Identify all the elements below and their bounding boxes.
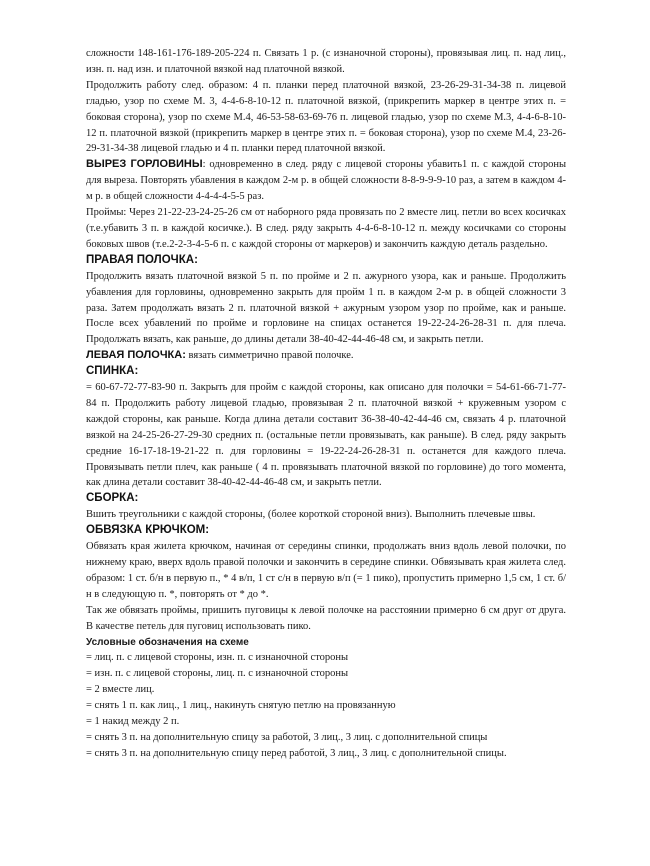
heading-neckline: ВЫРЕЗ ГОРЛОВИНЫ: [86, 158, 203, 171]
paragraph-armholes: Проймы: Через 21-22-23-24-25-26 см от наборного ряда провязать по 2 вместе лиц. петли во всех косичках (т.е.убавить 3 п. в каждой косичке.). В след. ряду закрыть 4-4-6-8-10-12 п. между косичками со стороны боковых швов (т.е.2-2-3-4-5-6 п. с каждой стороны от маркеров) и закончить каждую деталь раздельно.: [86, 207, 566, 250]
paragraph-back: = 60-67-72-77-83-90 п. Закрыть для пройм с каждой стороны, как описано для полочки = 54-61-66-71-77-84 п. Продолжить работу лицевой гладью, провязывая 2 п. платочной вязкой + кружевным узором с каждой стороны, как раньше. Когда длина детали составит 36-38-40-42-44-46 см, связать 4 р. платочной вязкой на 24-25-26-27-29-30 средних п. (остальные петли провязывать, как раньше). В след. ряду закрыть средние 16-17-18-19-21-22 п. для горловины = 19-22-24-26-28-31 п. останется для каждого плеча. Провязывать петли плеч, как раньше ( 4 п. провязывать платочной вязкой по горловине) до того момента, как длина детали составит 38-40-42-44-46-48 см, и закрыть петли.: [86, 382, 566, 489]
paragraph-left-front: [86, 348, 566, 364]
legend-item: = 1 накид между 2 п.: [86, 716, 180, 728]
legend-item: = снять 1 п. как лиц., 1 лиц., накинуть снятую петлю на провязанную: [86, 700, 396, 712]
heading-legend: Условные обозначения на схеме: [86, 636, 249, 648]
paragraph-neckline: [86, 157, 566, 205]
paragraph-crochet-1: Обвязать края жилета крючком, начиная от середины спинки, продолжать вниз вдоль левой полочки, по нижнему краю, вверх вдоль правой полочки и закончить в середине спинки. Обвязывать края жилета след. образом: 1 ст. б/н в первую п., * 4 в/п, 1 ст с/н в первую в/п (= 1 пико), пропустить примерно 1,5 см, 1 ст. б/н в следующую п. *, повторять от * до *.: [86, 541, 566, 600]
legend-item: = снять 3 п. на дополнительную спицу за работой, 3 лиц., 3 лиц. с дополнительной спицы: [86, 731, 488, 743]
paragraph-crochet-2: Так же обвязать проймы, пришить пуговицы к левой полочке на расстоянии примерно 6 см друг от друга. В качестве петель для пуговиц использовать пико.: [86, 604, 566, 632]
heading-crochet-edging: ОБВЯЗКА КРЮЧКОМ:: [86, 524, 210, 537]
legend-item: = снять 3 п. на дополнительную спицу перед работой, 3 лиц., 3 лиц. с дополнительной спицы.: [86, 747, 507, 759]
legend-item: = 2 вместе лиц.: [86, 684, 155, 696]
legend-item: = лиц. п. с лицевой стороны, изн. п. с изнаночной стороны: [86, 652, 349, 664]
legend-item: = изн. п. с лицевой стороны, лиц. п. с изнаночной стороны: [86, 668, 349, 680]
heading-back: СПИНКА:: [86, 365, 139, 378]
paragraph-right-front: Продолжить вязать платочной вязкой 5 п. по пройме и 2 п. ажурного узора, как и раньше. Продолжить убавления для горловины, одновременно закрыть для пройм 1 п. в каждом 2-м р. в общей сложности 3 раза. Затем продолжать вязать 2 п. платочной вязкой + ажурным узором узор по пройме, как и раньше. После всех убавлений по пройме и горловине на спицах останется 19-22-24-26-28-31 п. для плеча. Продолжать вязать, как раньше, до длины детали 38-40-42-44-46-48 см, и закрыть петли.: [86, 270, 566, 346]
paragraph-assembly: Вшить треугольники с каждой стороны, (более короткой стороной вниз). Выполнить плечевые швы.: [86, 509, 536, 521]
document-page: [86, 46, 566, 762]
heading-right-front: ПРАВАЯ ПОЛОЧКА:: [86, 253, 198, 266]
heading-left-front: ЛЕВАЯ ПОЛОЧКА:: [86, 349, 186, 362]
neckline-text: : одновременно в след. ряду с лицевой стороны убавить1 п. с каждой стороны для выреза. Повторять убавления в каждом 2-м р. в общей сложности 8-8-9-9-9-10 раз, а затем в каждом 4-м р. в общей сложности 4-4-4-4-5-5 раз.: [86, 159, 567, 203]
paragraph-pattern-setup: Продолжить работу след. образом: 4 п. планки перед платочной вязкой, 23-26-29-31-34-38 п. лицевой гладью, узор по схеме М. 3, 4-4-6-8-10-12 п. платочной вязкой, (прикрепить маркер в центре этих п. = боковая сторона), узор по схеме М.4, 46-53-58-63-69-76 п. лицевой гладью, узор по схеме М.3, 4-4-6-8-10-12 п. платочной вязкой (прикрепить маркер в центре этих п. = боковая сторона), узор по схеме М.4, 23-26-29-31-34-38 лицевой гладью и 4 п. планки перед платочной вязкой.: [86, 79, 566, 155]
heading-assembly: СБОРКА:: [86, 492, 139, 505]
paragraph-cast-on: сложности 148-161-176-189-205-224 п. Связать 1 р. (с изнаночной стороны), провязывая лиц. п. над лиц., изн. п. над изн. и платочной вязкой над платочной вязкой.: [86, 48, 566, 75]
left-front-text: вязать симметрично правой полочке.: [185, 350, 354, 362]
